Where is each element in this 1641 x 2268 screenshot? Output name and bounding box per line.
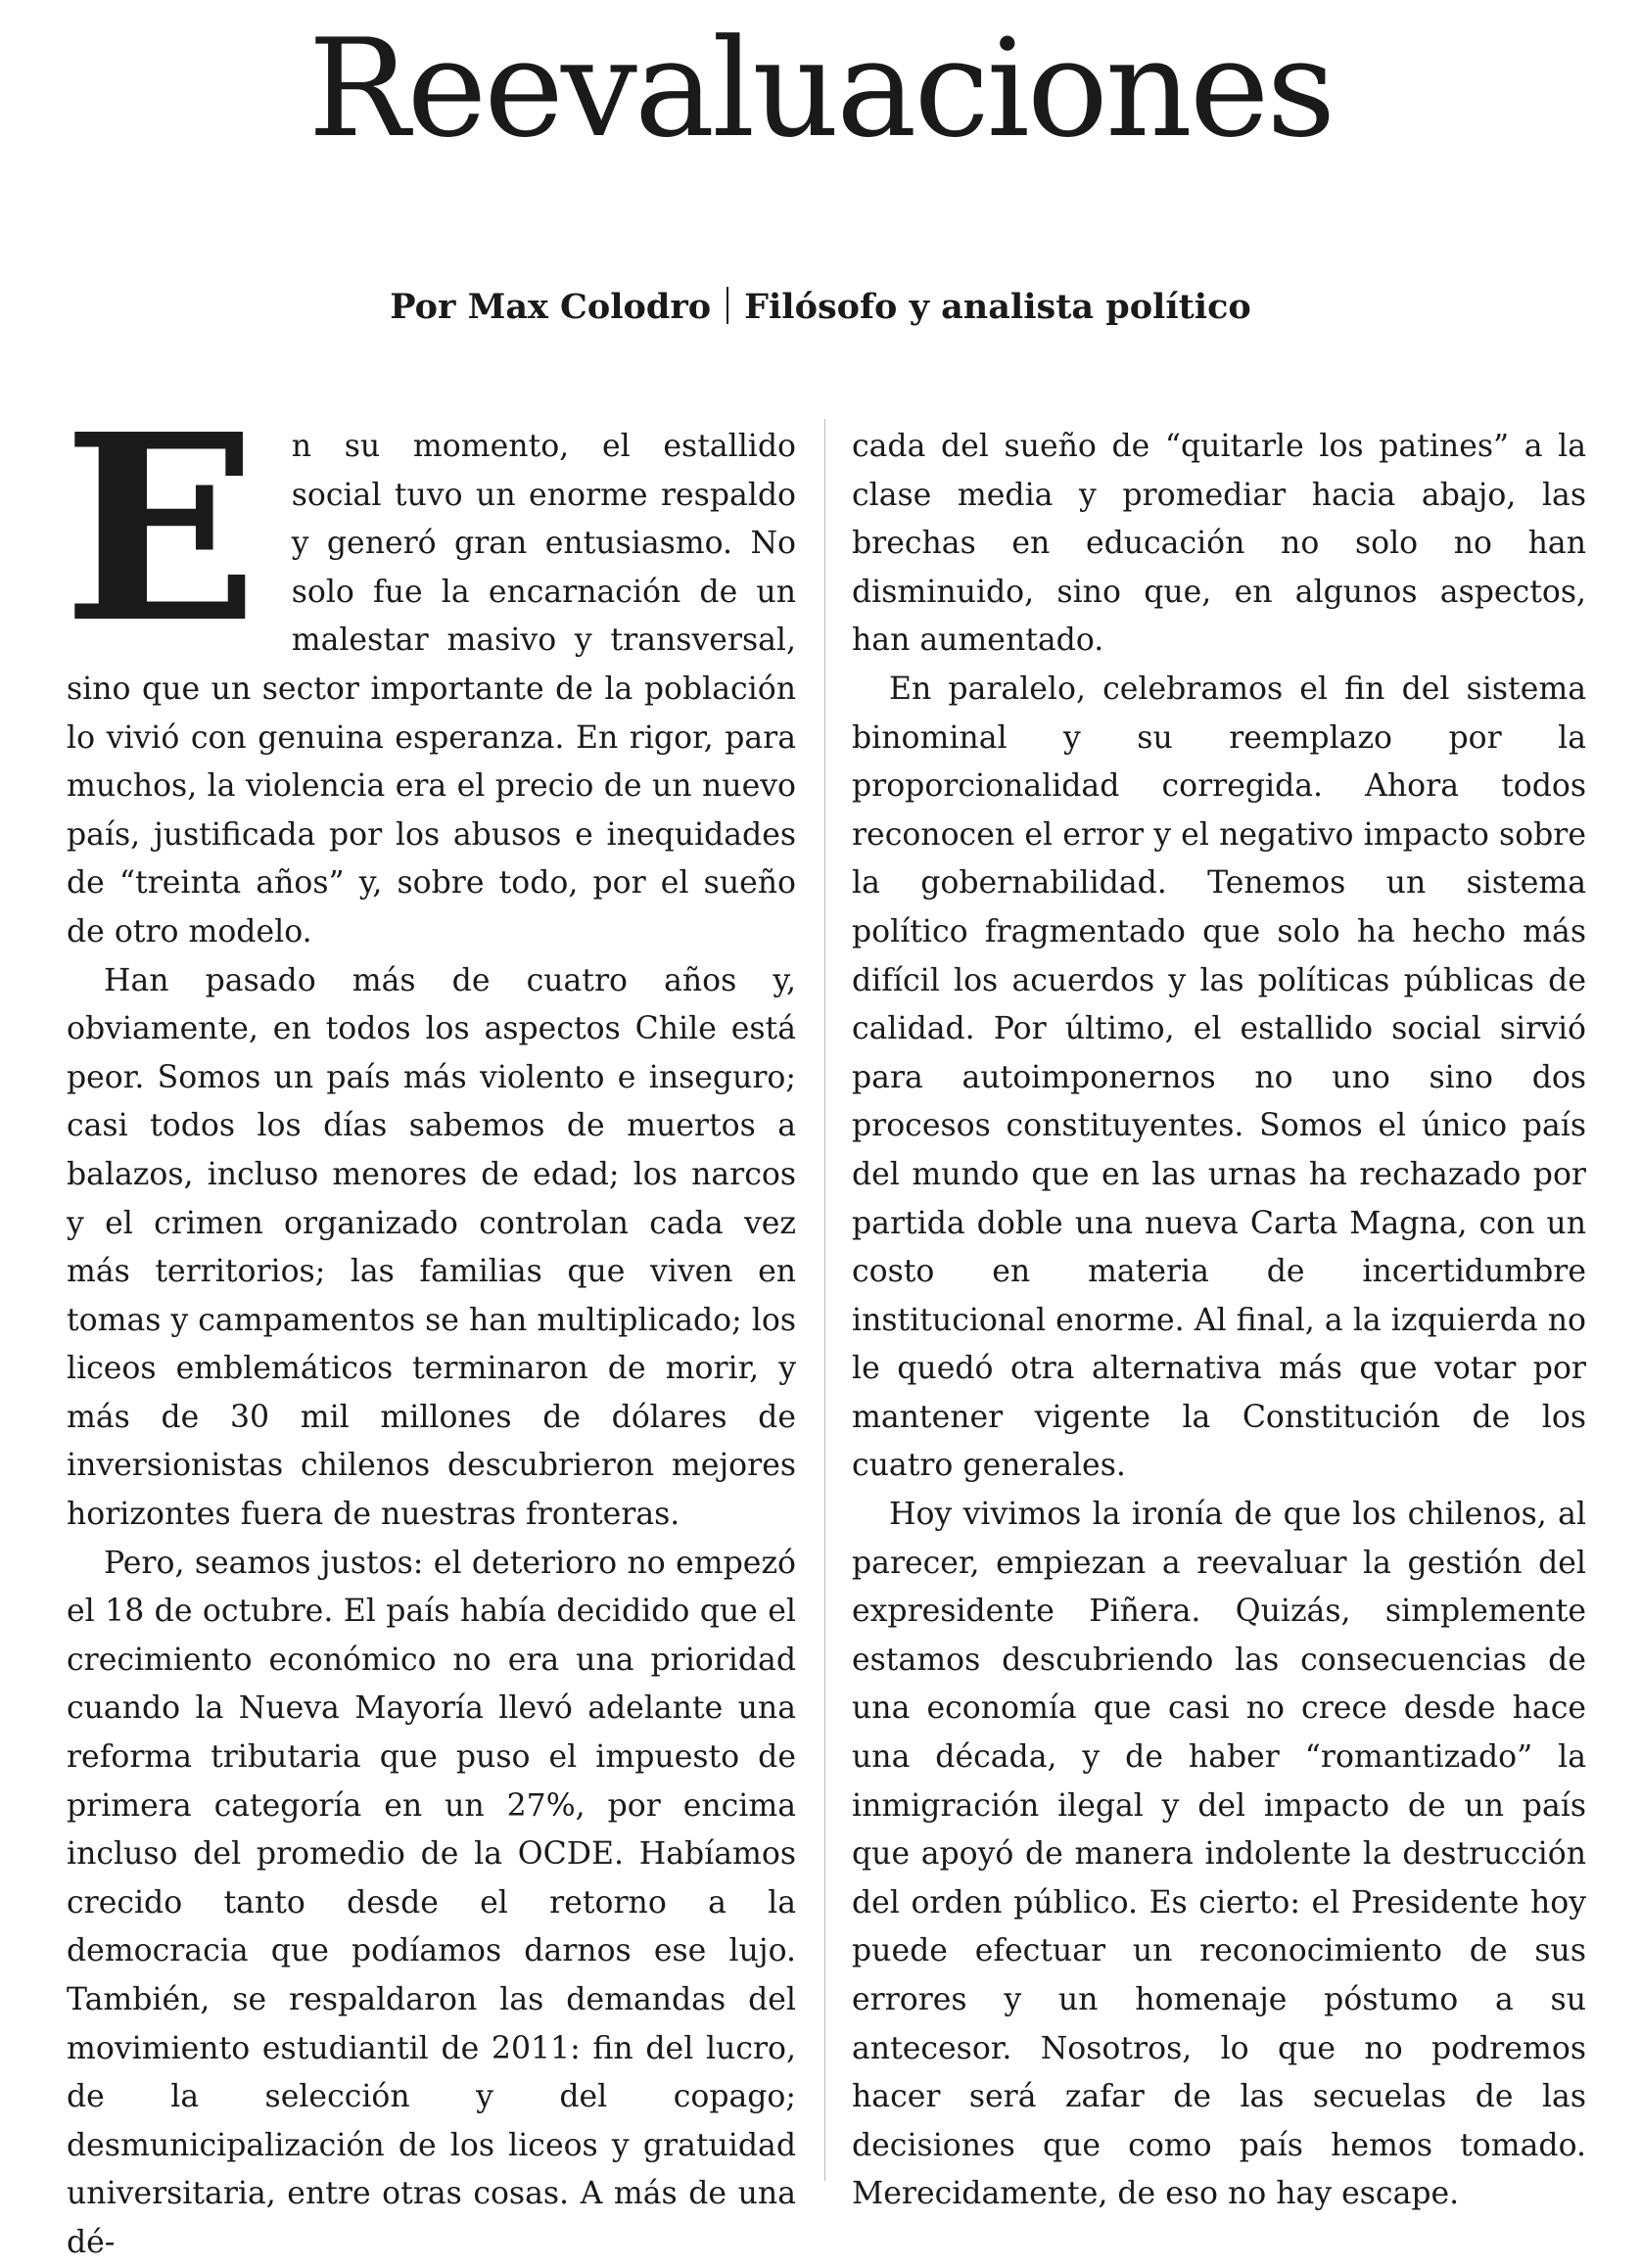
article-paragraph: Hoy vivimos la ironía de que los chilenos, al parecer, empiezan a reevaluar la gestión del expresidente Piñera. Quizás, simplemente estamos descubriendo las consecuencias de una economía que casi no crece desde hace una década, y de haber “romantizado” la inmigración ilegal y del impacto de un país que apoyó de manera indolente la destrucción del orden público. Es cierto: el Presidente hoy puede efectuar un reconocimiento de sus errores y un homenaje póstumo a su antecesor. Nosotros, lo que no podremos hacer será zafar de las secuelas de las decisiones que como país hemos tomado. Merecidamente, de eso no hay escape. [852,1497,1586,2212]
article-paragraph: Han pasado más de cuatro años y, obviamente, en todos los aspectos Chile está peor. Somos un país más violento e inseguro; casi todos los días sabemos de muertos a balazos, incluso menores de edad; los narcos y el crimen organizado controlan cada vez más territorios; las familias que viven en tomas y campamentos se han multiplicado; los liceos emblemáticos terminaron de morir, y más de 30 mil millones de dólares de inversionistas chilenos descubrieron mejores horizontes fuera de nuestras fronteras. [67,962,796,1533]
headline: Reevaluaciones [307,10,1334,167]
byline-separator [727,287,728,324]
column-divider [824,419,825,2181]
article-column-left [63,378,796,2268]
article-paragraph: Pero, seamos justos: el deterioro no empezó el 18 de octubre. El país había decidido que el crecimiento económico no era una prioridad cuando la Nueva Mayoría llevó adelante una reforma tributaria que puso el impuesto de primera categoría en un 27%, por encima incluso del promedio de la OCDE. Habíamos crecido tanto desde el retorno a la democracia que podíamos darnos ese lujo. También, se respaldaron las demandas del movimiento estudiantil de 2011: fin del lucro, de la selección y del copago; desmunicipalización de los liceos y gratuidad universitaria, entre otras cosas. A más de una dé- [67,1545,796,2260]
article-paragraph [63,378,796,957]
article-paragraph: En paralelo, celebramos el fin del sistema binominal y su reemplazo por la proporcionalidad corregida. Ahora todos reconocen el error y el negativo impacto sobre la gobernabilidad. Tenemos un sistema político fragmentado que solo ha hecho más difícil los acuerdos y las políticas públicas de calidad. Por último, el estallido social sirvió para autoimponernos no uno sino dos procesos constituyentes. Somos el único país del mundo que en las urnas ha rechazado por partida doble una nueva Carta Magna, con un costo en materia de incertidumbre institucional enorme. Al final, a la izquierda no le quedó otra alternativa más que votar por mantener vigente la Constitución de los cuatro generales. [852,671,1586,1484]
article-column-right [852,423,1586,2219]
paragraph-text: n su momento, el estallido social tuvo un enorme respaldo y generó gran entusiasmo. No solo fue la encarnación de un malestar masivo y transversal, sino que un sector importante de la población lo vivió con genuina esperanza. En rigor, para muchos, la violencia era el precio de un nuevo país, justificada por los abusos e inequidades de “treinta años” y, sobre todo, por el sueño de otro modelo. [67,429,796,949]
byline-author: Por Max Colodro [390,287,712,327]
drop-cap: E [63,378,258,679]
byline-role: Filósofo y analista político [744,287,1251,327]
byline [0,284,1641,331]
article-paragraph: cada del sueño de “quitarle los patines” a la clase media y promediar hacia abajo, las brechas en educación no solo no han disminuido, sino que, en algunos aspectos, han aumentado. [852,429,1586,659]
